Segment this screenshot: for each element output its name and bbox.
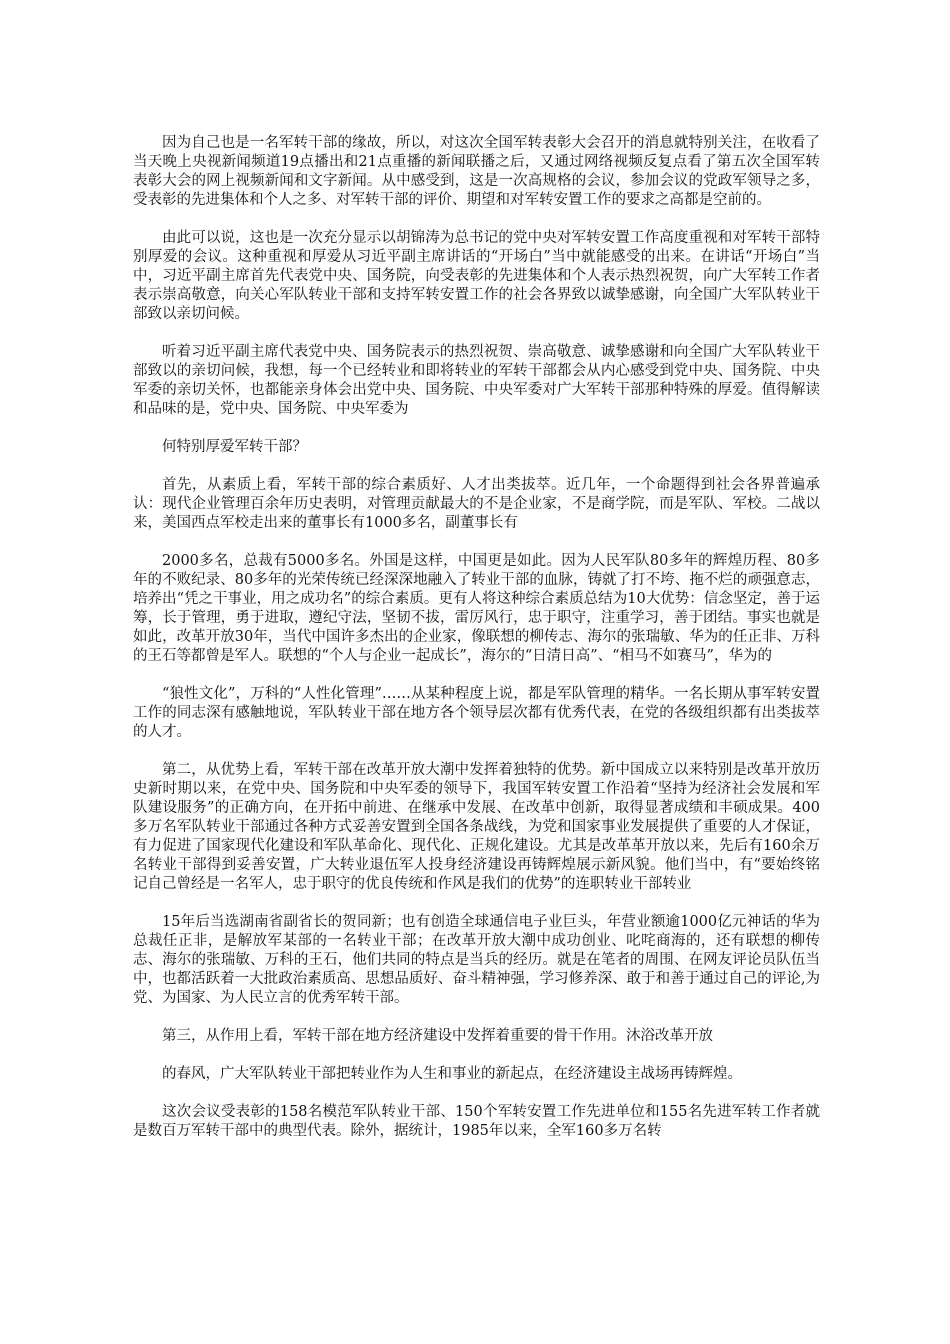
paragraph-12: 这次会议受表彰的158名模范军队转业干部、150个军转安置工作先进单位和155名先进军转工作者就是数百万军转干部中的典型代表。除外，据统计，1985年以来，全军160多万名转 <box>133 1104 820 1139</box>
paragraph-10: 第三，从作用上看，军转干部在地方经济建设中发挥着重要的骨干作用。沐浴改革开放 <box>162 1028 713 1044</box>
paragraph-3: 听着习近平副主席代表党中央、国务院表示的热烈祝贺、崇高敬意、诚挚感谢和向全国广大军队转业干部致以的亲切问候，我想，每一个已经转业和即将转业的军转干部都会从内心感受到党中央、国务院、中央军委的亲切关怀，也都能亲身体会出党中央、国务院、中央军委对广大军转干部那种特殊的厚爱。值得解读和品味的是，党中央、国务院、中央军委为 <box>133 344 820 417</box>
paragraph-2: 由此可以说，这也是一次充分显示以胡锦涛为总书记的党中央对军转安置工作高度重视和对军转干部特别厚爱的会议。这种重视和厚爱从习近平副主席讲话的“开场白”当中就能感受的出来。在讲话“开场白”当中，习近平副主席首先代表党中央、国务院，向受表彰的先进集体和个人表示热烈祝贺，向广大军转工作者表示崇高敬意，向关心军队转业干部和支持军转安置工作的社会各界致以诚挚感谢，向全国广大军队转业干部致以亲切问候。 <box>133 230 820 322</box>
paragraph-8: 第二，从优势上看，军转干部在改革开放大潮中发挥着独特的优势。新中国成立以来特别是改革开放历史新时期以来，在党中央、国务院和中央军委的领导下，我国军转安置工作沿着“坚持为经济社会发展和军队建设服务”的正确方向，在开拓中前进、在继承中发展、在改革中创新，取得显著成绩和丰硕成果。400多万名军队转业干部通过各种方式妥善安置到全国各条战线，为党和国家事业发展提供了重要的人才保证，有力促进了国家现代化建设和军队革命化、现代化、正规化建设。尤其是改革革开放以来，先后有160余万名转业干部得到妥善安置，广大转业退伍军人投身经济建设再铸辉煌展示新风貌。他们当中，有“要始终铭记自己曾经是一名军人，忠于职守的优良传统和作风是我们的优势”的连职转业干部转业 <box>133 762 820 892</box>
paragraph-4: 何特别厚爱军转干部？ <box>162 439 307 455</box>
paragraph-6: 2000多名，总裁有5000多名。外国是这样，中国更是如此。因为人民军队80多年的辉煌历程、80多年的不败纪录、80多年的光荣传统已经深深地融入了转业干部的血脉，铸就了打不垮、拖不烂的顽强意志，培养出“凭之干事业，用之成功名”的综合素质。更有人将这种综合素质总结为10大优势：信念坚定，善于运筹，长于管理，勇于进取，遵纪守法，坚韧不拔，雷厉风行，忠于职守，注重学习，善于团结。事实也就是如此，改革开放30年，当代中国许多杰出的企业家，像联想的柳传志、海尔的张瑞敏、华为的任正非、万科的王石等都曾是军人。联想的“个人与企业一起成长”，海尔的“日清日高”、“相马不如赛马”，华为的 <box>133 553 820 664</box>
document-body <box>133 134 820 1160</box>
paragraph-11: 的春风，广大军队转业干部把转业作为人生和事业的新起点，在经济建设主战场再铸辉煌。 <box>162 1066 742 1082</box>
paragraph-5: 首先，从素质上看，军转干部的综合素质好、人才出类拔萃。近几年，一个命题得到社会各界普遍承认：现代企业管理百余年历史表明，对管理贡献最大的不是企业家，不是商学院，而是军队、军校。二战以来，美国西点军校走出来的董事长有1000多名，副董事长有 <box>133 477 820 531</box>
paragraph-7: “狼性文化”，万科的“人性化管理”……从某种程度上说，都是军队管理的精华。一名长期从事军转安置工作的同志深有感触地说，军队转业干部在地方各个领导层次都有优秀代表，在党的各级组织都有出类拔萃的人才。 <box>133 686 820 740</box>
paragraph-9: 15年后当选湖南省副省长的贺同新；也有创造全球通信电子业巨头，年营业额逾1000亿元神话的华为总裁任正非，是解放军某部的一名转业干部；在改革开放大潮中成功创业、叱咤商海的，还有联想的柳传志、海尔的张瑞敏、万科的王石，他们共同的特点是当兵的经历。就是在笔者的周围、在网友评论员队伍当中，也都活跃着一大批政治素质高、思想品质好、奋斗精神强，学习修养深、敢于和善于通过自己的评论,为党、为国家、为人民立言的优秀军转干部。 <box>133 914 820 1006</box>
paragraph-1: 因为自己也是一名军转干部的缘故，所以，对这次全国军转表彰大会召开的消息就特别关注，在收看了当天晚上央视新闻频道19点播出和21点重播的新闻联播之后，又通过网络视频反复点看了第五次全国军转表彰大会的网上视频新闻和文字新闻。从中感受到，这是一次高规格的会议，参加会议的党政军领导之多，受表彰的先进集体和个人之多、对军转干部的评价、期望和对军转安置工作的要求之高都是空前的。 <box>133 135 820 208</box>
